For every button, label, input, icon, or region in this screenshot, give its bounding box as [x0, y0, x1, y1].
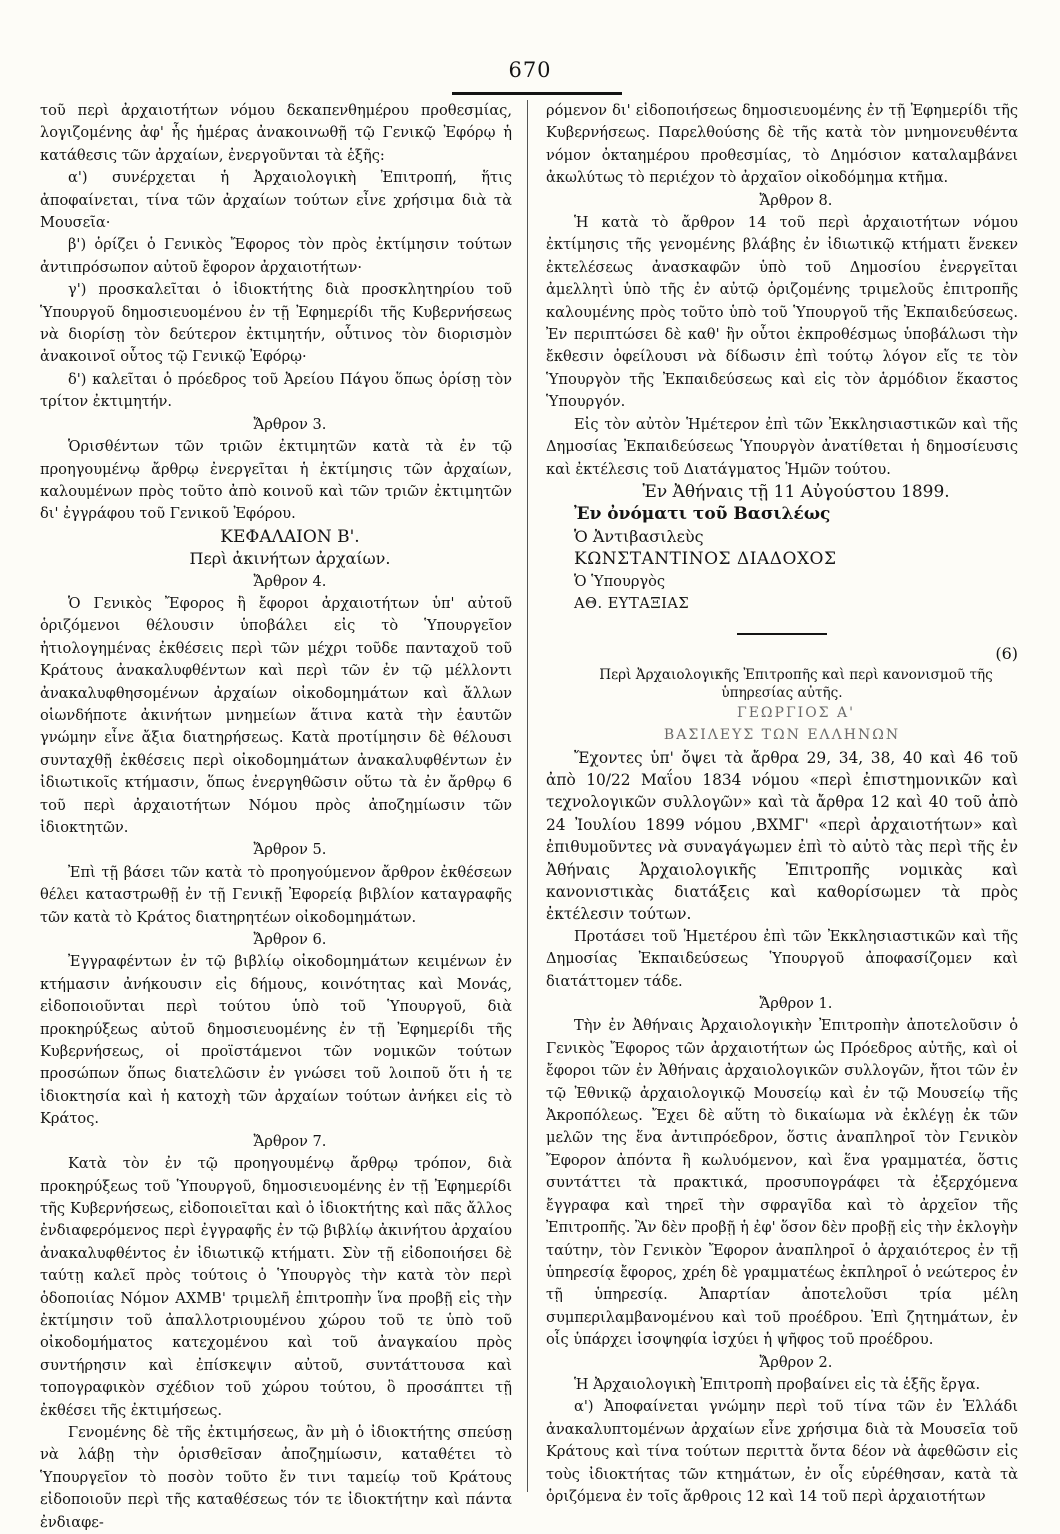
article-7-text: Κατὰ τὸν ἐν τῷ προηγουμένῳ ἄρθρῳ τρόπον, διὰ προκηρύξεως τοῦ Ὑπουργοῦ, δημοσιευομένης ἐν τῇ Ἐφημερίδι τῆς Κυβερνήσεως, εἰδοποιεῖται καὶ ὁ ἰδιοκτήτης καὶ πᾶς ἄλλος ἐνδιαφερόμενος περὶ ἐγγραφῆς ἐν τῷ βιβλίῳ ἀκινήτου ἀρχαίου ἀνακαλυφθέντος ἐν ἰδιωτικῷ κτήματι. Σὺν τῇ εἰδοποιήσει δὲ ταύτῃ καλεῖ πρὸς τούτοις ὁ Ὑπουργὸς τὴν κατὰ τὸν περὶ ὁδοποιίας Νόμον ΑΧΜΒ' τριμελῆ ἐπιτροπὴν ἵνα προβῇ εἰς τὴν ἐκτίμησιν τοῦ ἀπαλλοτριουμένου χώρου τοῦ τε ὑπὸ τοῦ οἰκοδομήματος κατεχομένου καὶ τοῦ ἀναγκαίου πρὸς συντήρησιν καὶ ἐπίσκεψιν αὐτοῦ, συντάττουσα καὶ τοπογραφικὸν σχέδιον τοῦ χώρου τούτου, ὃ προσάπτει τῇ ἐκθέσει τῆς ἐκτιμήσεως.	[40, 1155, 512, 1419]
article-8-text-continued: Εἰς τὸν αὐτὸν Ἡμέτερον ἐπὶ τῶν Ἐκκλησιαστικῶν καὶ τῆς Δημοσίας Ἐκπαιδεύσεως Ὑπουργὸν ἀνατίθεται ἡ δημοσίευσις καὶ ἐκτέλεσις τοῦ Διατάγματος Ἡμῶν τούτου.	[546, 415, 1018, 478]
article-6-heading: Ἄρθρον 6.	[253, 931, 327, 949]
article-4-text: Ὁ Γενικὸς Ἔφορος ἢ ἔφοροι ἀρχαιοτήτων ὑπ' αὐτοῦ ὁριζόμενοι θέλουσιν ὑποβάλει εἰς τὸ Ὑπουργεῖον ἠτιολογημένας ἐκθέσεις περὶ τῶν μέχρι τοῦδε πανταχοῦ τοῦ Κράτους ἀνακαλυφθέντων καὶ περὶ τῶν ἐν τῷ μέλλοντι ἀνακαλυφθησομένων ἀρχαίων οἰκοδομημάτων καὶ ἄλλων οἱωνδήποτε ἀκινήτων μνημείων ἅτινα κατὰ τὴν ἑαυτῶν γνώμην εἶνε ἄξια διατηρήσεως. Κατὰ προτίμησιν δὲ θέλουσι συνταχθῇ ἐκθέσεις περὶ οἰκοδομημάτων ἀνακαλυφθέντων ἐν ἰδιωτικοῖς κτήμασιν, ὅπως ἐνεργηθῶσιν οὕτω τὰ ἐν ἄρθρῳ 6 τοῦ περὶ ἀρχαιοτήτων Νόμου πρὸς ἀποζημίωσιν τῶν ἰδιοκτητῶν.	[40, 594, 512, 836]
signature-regent-name: ΚΩΝΣΤΑΝΤΙΝΟΣ ΔΙΑΔΟΧΟΣ	[574, 549, 837, 570]
article-7-text-continued: Γενομένης δὲ τῆς ἐκτιμήσεως, ἂν μὴ ὁ ἰδιοκτήτης σπεύσῃ νὰ λάβῃ τὴν ὁρισθεῖσαν ἀποζημίωσιν, καταθέτει τὸ Ὑπουργεῖον τὸ ποσὸν τοῦτο ἔν τινι ταμείῳ τοῦ Κράτους εἰδοποιοῦν περὶ τῆς καταθέσεως τόν τε ἰδιοκτήτην καὶ πάντα ἐνδιαφε-	[40, 1423, 512, 1531]
preamble: Ἔχοντες ὑπ' ὄψει τὰ ἄρθρα 29, 34, 38, 40 καὶ 46 τοῦ ἀπὸ 10/22 Μαΐου 1834 νόμου «περὶ ἐπιστημονικῶν καὶ τεχνολογικῶν συλλογῶν» καὶ τὰ ἄρθρα 12 καὶ 40 τοῦ ἀπὸ 24 Ἰουλίου 1899 νόμου ,ΒΧΜΓ' «περὶ ἀρχαιοτήτων» καὶ ἐπιθυμοῦντες νὰ συναγάγωμεν ἐπὶ τὸ αὐτὸ τὰς περὶ τῆς ἐν Ἀθήναις Ἀρχαιολογικῆς Ἐπιτροπῆς νομικὰς καὶ κανονιστικὰς διατάξεις καὶ καθορίσωμεν τὰ πρὸς ἐκτέλεσιν τούτων.	[546, 748, 1018, 924]
minister-name: ΑΘ. ΕΥΤΑΞΙΑΣ	[574, 594, 690, 612]
signature-regent-title: Ὁ Ἀντιβασιλεὺς	[574, 526, 704, 546]
article-4-heading: Ἄρθρον 4.	[253, 572, 327, 590]
article-5-text: Ἐπὶ τῇ βάσει τῶν κατὰ τὸ προηγούμενον ἄρθρον ἐκθέσεων θέλει καταστρωθῇ ἐν τῇ Γενικῇ Ἐφορείᾳ βιβλίον καταγραφῆς τῶν κατὰ τὸ Κράτος διατηρητέων οἰκοδομημάτων.	[40, 863, 512, 926]
continued-paragraph: ρόμενον δι' εἰδοποιήσεως δημοσιευομένης ἐν τῇ Ἐφημερίδι τῆς Κυβερνήσεως. Παρελθούσης δὲ τῆς κατὰ τὸν μνημονευθέντα νόμον ὀκταημέρου προθεσμίας, τὸ Δημόσιον καταλαμβάνει ἀκωλύτως τὸ περιέχον τὸ ἀρχαῖον οἰκοδόμημα κτῆμα.	[546, 102, 1018, 187]
article-1-heading: Ἄρθρον 1.	[759, 995, 833, 1013]
column-divider	[527, 100, 528, 1492]
section-rule	[737, 633, 827, 635]
article-5-heading: Ἄρθρον 5.	[253, 841, 327, 859]
header-rule	[452, 92, 622, 95]
proposal: Προτάσει τοῦ Ἡμετέρου ἐπὶ τῶν Ἐκκλησιαστικῶν καὶ τῆς Δημοσίας Ἐκπαιδεύσεως Ὑπουργοῦ ἀποφασίζομεν καὶ διατάττομεν τάδε.	[546, 927, 1018, 990]
decree-kicker	[546, 702, 1018, 747]
article-7-heading: Ἄρθρον 7.	[253, 1132, 327, 1150]
decree-kicker-king: ΓΕΩΡΓΙΟΣ Α'	[737, 704, 855, 721]
article-3-heading: Ἄρθρον 3.	[253, 415, 327, 433]
list-item-a: α') συνέρχεται ἡ Ἀρχαιολογικὴ Ἐπιτροπή, ἥτις ἀποφαίνεται, τίνα τῶν ἀρχαίων τούτων εἶνε χρήσιμα διὰ τὰ Μουσεῖα·	[40, 169, 512, 232]
left-column	[40, 100, 512, 1534]
page-number: 670	[508, 58, 552, 82]
article-2-heading: Ἄρθρον 2.	[759, 1353, 833, 1371]
list-item-c: γ') προσκαλεῖται ὁ ἰδιοκτήτης διὰ προσκλητηρίου τοῦ Ὑπουργοῦ δημοσιευομένου ἐν τῇ Ἐφημερίδι τῆς Κυβερνήσεως νὰ διορίσῃ τὸν δεύτερον ἐκτιμητήν, οὗτινος τὸν διορισμὸν ἀνακοινοῖ οὗτος τῷ Γενικῷ Ἐφόρῳ·	[40, 281, 512, 366]
right-column	[546, 100, 1018, 1508]
article-8-text: Ἡ κατὰ τὸ ἄρθρον 14 τοῦ περὶ ἀρχαιοτήτων νόμου ἐκτίμησις τῆς γενομένης βλάβης ἐν ἰδιωτικῷ κτήματι ἕνεκεν ἐκτελέσεως ἀνασκαφῶν ὑπὸ τοῦ Δημοσίου ἐνεργεῖται ἀμελλητὶ ὑπὸ τῆς ἐν αὐτῷ ὁριζομένης τριμελοῦς ἐπιτροπῆς καλουμένης πρὸς τοῦτο ὑπὸ τοῦ Ὑπουργοῦ τῆς Ἐκπαιδεύσεως. Ἐν περιπτώσει δὲ καθ' ἣν οὗτοι ἐκπροθέσμως ὑποβάλωσι τὴν ἔκθεσιν ὀφείλουσι νὰ δίδωσιν ἐπὶ τούτῳ λόγον εἴς τε τὸν Ὑπουργὸν τῆς Ἐκπαιδεύσεως καὶ εἰς τὸν ἁρμόδιον ἕκαστος Ὑπουργόν.	[546, 214, 1018, 411]
minister-title: Ὁ Ὑπουργὸς	[574, 572, 666, 590]
decree-kicker-title: ΒΑΣΙΛΕΥΣ ΤΩΝ ΕΛΛΗΝΩΝ	[663, 727, 901, 744]
list-item-d: δ') καλεῖται ὁ πρόεδρος τοῦ Ἀρείου Πάγου ὅπως ὁρίσῃ τὸν τρίτον ἐκτιμητήν.	[40, 370, 512, 411]
continued-paragraph: τοῦ περὶ ἀρχαιοτήτων νόμου δεκαπενθημέρου προθεσμίας, λογιζομένης ἀφ' ἧς ἡμέρας ἀνακοινωθῇ τῷ Γενικῷ Ἐφόρῳ ἡ κατάθεσις τῶν ἀρχαίων, ἐνεργοῦνται τὰ ἑξῆς:	[40, 102, 512, 164]
article-6-text: Ἐγγραφέντων ἐν τῷ βιβλίῳ οἰκοδομημάτων κειμένων ἐν κτήμασιν ἀνήκουσιν εἰς δήμους, κοινότητας καὶ Μονάς, εἰδοποιοῦνται περὶ τούτου ὑπὸ τοῦ Ὑπουργοῦ, διὰ προκηρύξεως αὐτοῦ δημοσιευομένης ἐν τῇ Ἐφημερίδι τῆς Κυβερνήσεως, οἱ προϊστάμενοι τῶν νομικῶν τούτων προσώπων ὅπως διατελῶσιν ἐν γνώσει τοῦ λοιποῦ ὅτι ἡ τε ἰδιοκτησία καὶ ἡ κατοχὴ τῶν ἀρχαίων τούτων ἀνήκει εἰς τὸ Κράτος.	[40, 953, 512, 1128]
article-2-text: Ἡ Ἀρχαιολογικὴ Ἐπιτροπὴ προβαίνει εἰς τὰ ἑξῆς ἔργα.	[574, 1375, 981, 1393]
article-2-item-a: α') Ἀποφαίνεται γνώμην περὶ τοῦ τίνα τῶν ἐν Ἑλλάδι ἀνακαλυπτομένων ἀρχαίων εἶνε χρήσιμα διὰ τὰ Μουσεῖα τοῦ Κράτους καὶ τίνα τούτων περιττὰ ὄντα δέον νὰ ἀφεθῶσιν εἰς τοὺς ἰδιοκτήτας τῶν κτημάτων, ἐν οἷς εὑρέθησαν, κατὰ τὰ ὁριζόμενα ἐν τοῖς ἄρθροις 12 καὶ 14 τοῦ περὶ ἀρχαιοτήτων	[546, 1398, 1018, 1505]
article-8-heading: Ἄρθρον 8.	[759, 191, 833, 209]
signature-in-name-of-king: Ἐν ὀνόματι τοῦ Βασιλέως	[574, 504, 831, 525]
decree-number: (6)	[995, 644, 1018, 664]
decree-title: Περὶ Ἀρχαιολογικῆς Ἐπιτροπῆς καὶ περὶ κανονισμοῦ τῆς ὑπηρεσίας αὐτῆς.	[599, 666, 993, 701]
article-1-text: Τὴν ἐν Ἀθήναις Ἀρχαιολογικὴν Ἐπιτροπὴν ἀποτελοῦσιν ὁ Γενικὸς Ἔφορος τῶν ἀρχαιοτήτων ὡς Πρόεδρος αὐτῆς, καὶ οἱ ἔφοροι τῶν ἐν Ἀθήναις ἀρχαιολογικῶν συλλογῶν, ἤτοι τῶν ἐν τῷ Ἐθνικῷ ἀρχαιολογικῷ Μουσείῳ καὶ ἐν τῷ Μουσείῳ τῆς Ἀκροπόλεως. Ἔχει δὲ αὕτη τὸ δικαίωμα νὰ ἐκλέγῃ ἐκ τῶν μελῶν της ἕνα ἀντιπρόεδρον, ὅστις ἀναπληροῖ τὸν Γενικὸν Ἔφορον ἀπόντα ἢ κωλυόμενον, καὶ ἕνα γραμματέα, ὅστις συντάττει τὰ πρακτικά, προσυπογράφει τὰ ἐξερχόμενα ἔγγραφα καὶ τηρεῖ τὴν σφραγῖδα καὶ τὸ ἀρχεῖον τῆς Ἐπιτροπῆς. Ἂν δὲν προβῇ ἡ ἐφ' ὅσον δὲν προβῇ εἰς τὴν ἐκλογὴν ταύτην, τὸν Γενικὸν Ἔφορον ἀναπληροῖ ὁ ἀρχαιότερος ἐν τῇ ὑπηρεσίᾳ ἔφορος, χρέη δὲ γραμματέως ἐκπληροῖ ὁ νεώτερος ἐν τῇ ὑπηρεσίᾳ. Ἀπαρτίαν ἀποτελοῦσι τρία μέλη συμπεριλαμβανομένου καὶ τοῦ προέδρου. Ἐπὶ ζητημάτων, ἐν οἷς ὑπάρχει ἰσοψηφία ἰσχύει ἡ ψῆφος τοῦ προέδρου.	[546, 1017, 1018, 1349]
list-item-b: β') ὁρίζει ὁ Γενικὸς Ἔφορος τὸν πρὸς ἐκτίμησιν τούτων ἀντιπρόσωπον αὐτοῦ ἔφορον ἀρχαιοτήτων·	[40, 236, 512, 276]
article-3-text: Ὁρισθέντων τῶν τριῶν ἐκτιμητῶν κατὰ τὰ ἐν τῷ προηγουμένῳ ἄρθρῳ ἐνεργεῖται ἡ ἐκτίμησις τῶν ἀρχαίων, καλουμένων πρὸς τοῦτο ἀπὸ κοινοῦ καὶ τῶν τριῶν ἐκτιμητῶν δι' ἐγγράφου τοῦ Γενικοῦ Ἐφόρου.	[40, 438, 512, 523]
chapter-heading: ΚΕΦΑΛΑΙΟΝ Β'.	[220, 526, 360, 547]
dateline: Ἐν Ἀθήναις τῇ 11 Αὐγούστου 1899.	[642, 481, 950, 502]
chapter-subtitle: Περὶ ἀκινήτων ἀρχαίων.	[189, 549, 391, 569]
